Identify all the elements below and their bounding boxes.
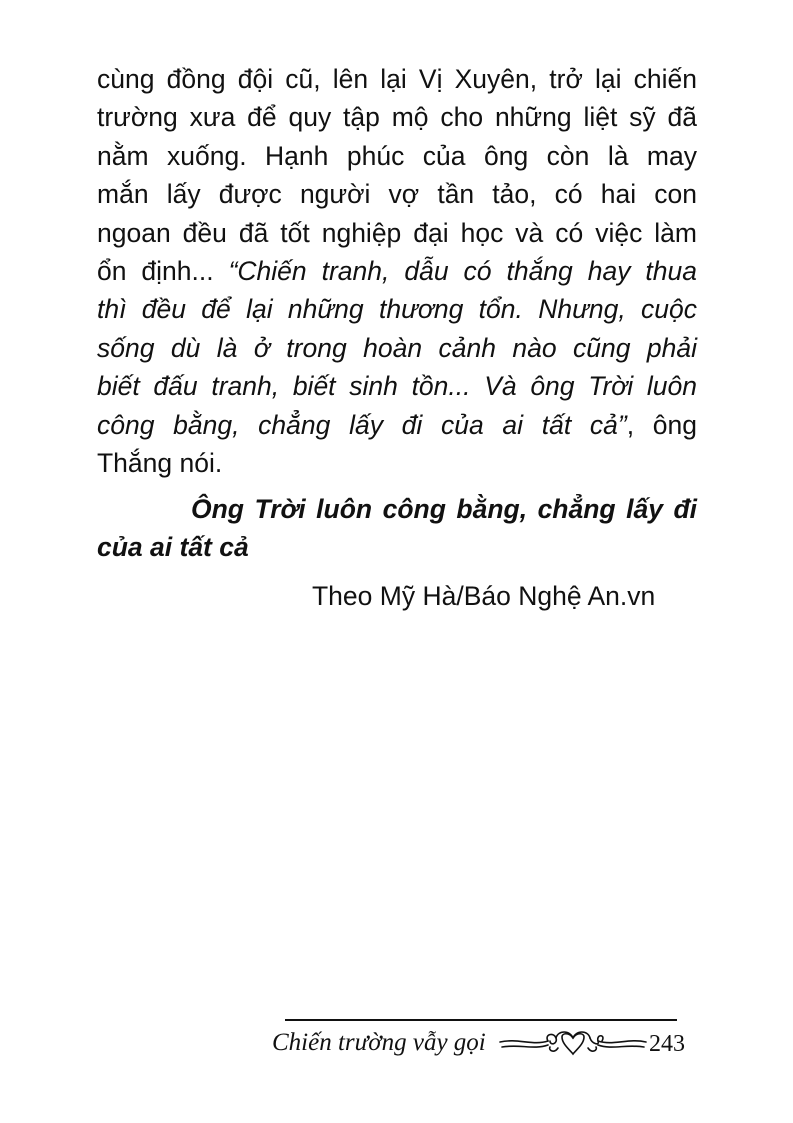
source-credit: Theo Mỹ Hà/Báo Nghệ An.vn — [312, 581, 656, 611]
body-line: nằm xuống. Hạnh phúc của ông còn là may — [97, 140, 697, 171]
footer-divider — [285, 1019, 677, 1021]
page-footer — [272, 1025, 692, 1065]
body-line: mắn lấy được người vợ tần tảo, có hai con — [97, 179, 697, 210]
body-line: ổn định... “Chiến tranh, dẫu có thắng hay thua — [97, 255, 698, 286]
quote-line: sống dù là ở trong hoàn cảnh nào cũng phải — [97, 332, 697, 363]
body-line: trường xưa để quy tập mộ cho những liệt sỹ đã — [97, 102, 697, 133]
quote-line: biết đấu tranh, biết sinh tồn... Và ông Trời luôn — [97, 371, 697, 402]
page-number: 243 — [649, 1031, 685, 1057]
heading-line: của ai tất cả — [97, 532, 249, 563]
quote-line: thì đều để lại những thương tổn. Nhưng, cuộc — [97, 294, 697, 325]
quote-text: “Chiến tranh, dẫu có thắng hay thua — [228, 255, 698, 286]
scroll-heart-ornament-icon — [498, 1028, 648, 1063]
heading-line: Ông Trời luôn công bằng, chẳng lấy đi — [191, 494, 697, 524]
quote-line: công bằng, chẳng lấy đi của ai tất cả”, ông — [97, 409, 697, 440]
section-heading — [97, 490, 697, 567]
book-title: Chiến trường vẫy gọi — [272, 1029, 486, 1056]
body-line: cùng đồng đội cũ, lên lại Vị Xuyên, trở lại chiến — [97, 64, 697, 94]
body-line: ngoan đều đã tốt nghiệp đại học và có việc làm — [97, 217, 697, 248]
body-paragraph — [97, 60, 697, 482]
body-line: Thắng nói. — [97, 447, 223, 478]
